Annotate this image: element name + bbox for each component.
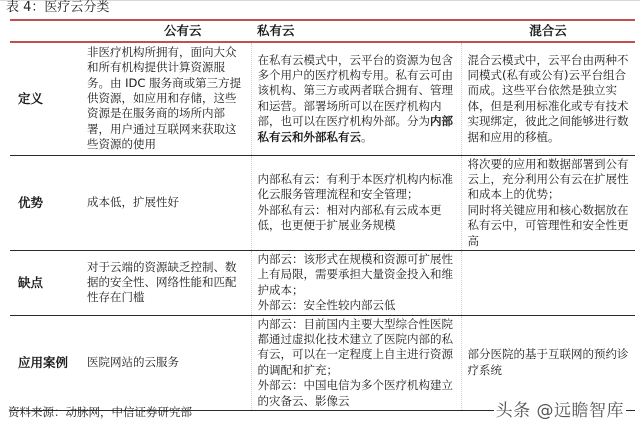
row-definition [10, 42, 635, 155]
cell-line: 内部私有云：有利于本医疗机构内标准化云服务管理流程和安全管理； [257, 171, 453, 202]
watermark: 头条 @远瞻智库 [494, 396, 626, 421]
source-note: 资料来源：动脉网，中信证券研究部 [8, 405, 192, 419]
header-private-cloud: 私有云 [257, 23, 295, 39]
cell-private [251, 250, 461, 315]
private-definition-suffix: 。 [361, 129, 373, 144]
cell-private [251, 155, 461, 250]
cell-line: 同时将关键应用和核心数据放在私有云中，可管理性和安全性更高 [467, 202, 629, 248]
cell-line: 外部私有云：相对内部私有云成本更低，也更便于扩展业务规模 [257, 202, 442, 233]
cell-line: 外部云：安全性较内部云低 [257, 298, 396, 313]
table-caption: 表 4：医疗云分类 [6, 0, 110, 15]
cell-private [251, 315, 461, 410]
row-disadvantages [10, 250, 635, 315]
cell-line: 内部云：该形式在规模和资源可扩展性上有局限，需要承担大量资金投入和维护成本； [257, 251, 453, 297]
row-advantages [10, 155, 635, 250]
cell-public: 成本低，扩展性好 [87, 195, 179, 210]
cell-hybrid [461, 155, 635, 250]
row-label: 定义 [18, 91, 44, 107]
header-blank [10, 20, 87, 42]
cell-line: 将次要的应用和数据部署到公有云上，充分利用公有云在扩展性和成本上的优势； [467, 156, 629, 202]
cell-hybrid: 混合云模式中，云平台由两种不同模式(私有或公有)云平台组合而成。这些平台依然是独立实体，但是利用标准化或专有技术实现绑定，彼此之间能够进行数据和应用的移植。 [461, 42, 635, 155]
cell-public: 医院网站的云服务 [87, 355, 179, 370]
cell-public: 非医疗机构所拥有，面向大众和所有机构提供计算资源服务。由 IDC 服务商或第三方提供资源，如应用和存储，这些资源是在服务商的场所内部署，用户通过互联网来获取这些资源的使用 [87, 44, 242, 152]
row-label: 缺点 [18, 275, 44, 291]
cell-public: 对于云端的资源缺乏控制、数据的安全性、网络性能和匹配性存在门槛 [87, 259, 237, 305]
private-definition-bold: 内部私有云和外部私有云 [257, 114, 453, 144]
private-definition-text: 在私有云模式中，云平台的资源为包含多个用户的医疗机构专用。私有云可由该机构、第三方或两者联合拥有、管理和运营。部署场所可以在医疗机构内部，也可以在医疗机构外部。分为 [257, 52, 453, 129]
header-row [10, 20, 635, 42]
cell-hybrid: 部分医院的基于互联网的预约诊疗系统 [461, 315, 635, 410]
row-label: 应用案例 [18, 355, 69, 371]
cell-private [251, 42, 461, 155]
cell-line: 外部云：中国电信为多个医疗机构建立的灾备云、影像云 [257, 378, 453, 408]
header-public-cloud [87, 20, 251, 42]
header-public-cloud-text: 公有云 [164, 23, 202, 39]
cell-hybrid [461, 250, 635, 315]
header-hybrid-cloud: 混合云 [529, 23, 567, 39]
row-label: 优势 [18, 195, 44, 211]
cell-line: 内部云：目前国内主要大型综合性医院都通过虚拟化技术建立了医院内部的私有云，可以在一定程度上自主进行资源的调配和扩充； [257, 316, 453, 377]
medical-cloud-table [10, 19, 635, 411]
